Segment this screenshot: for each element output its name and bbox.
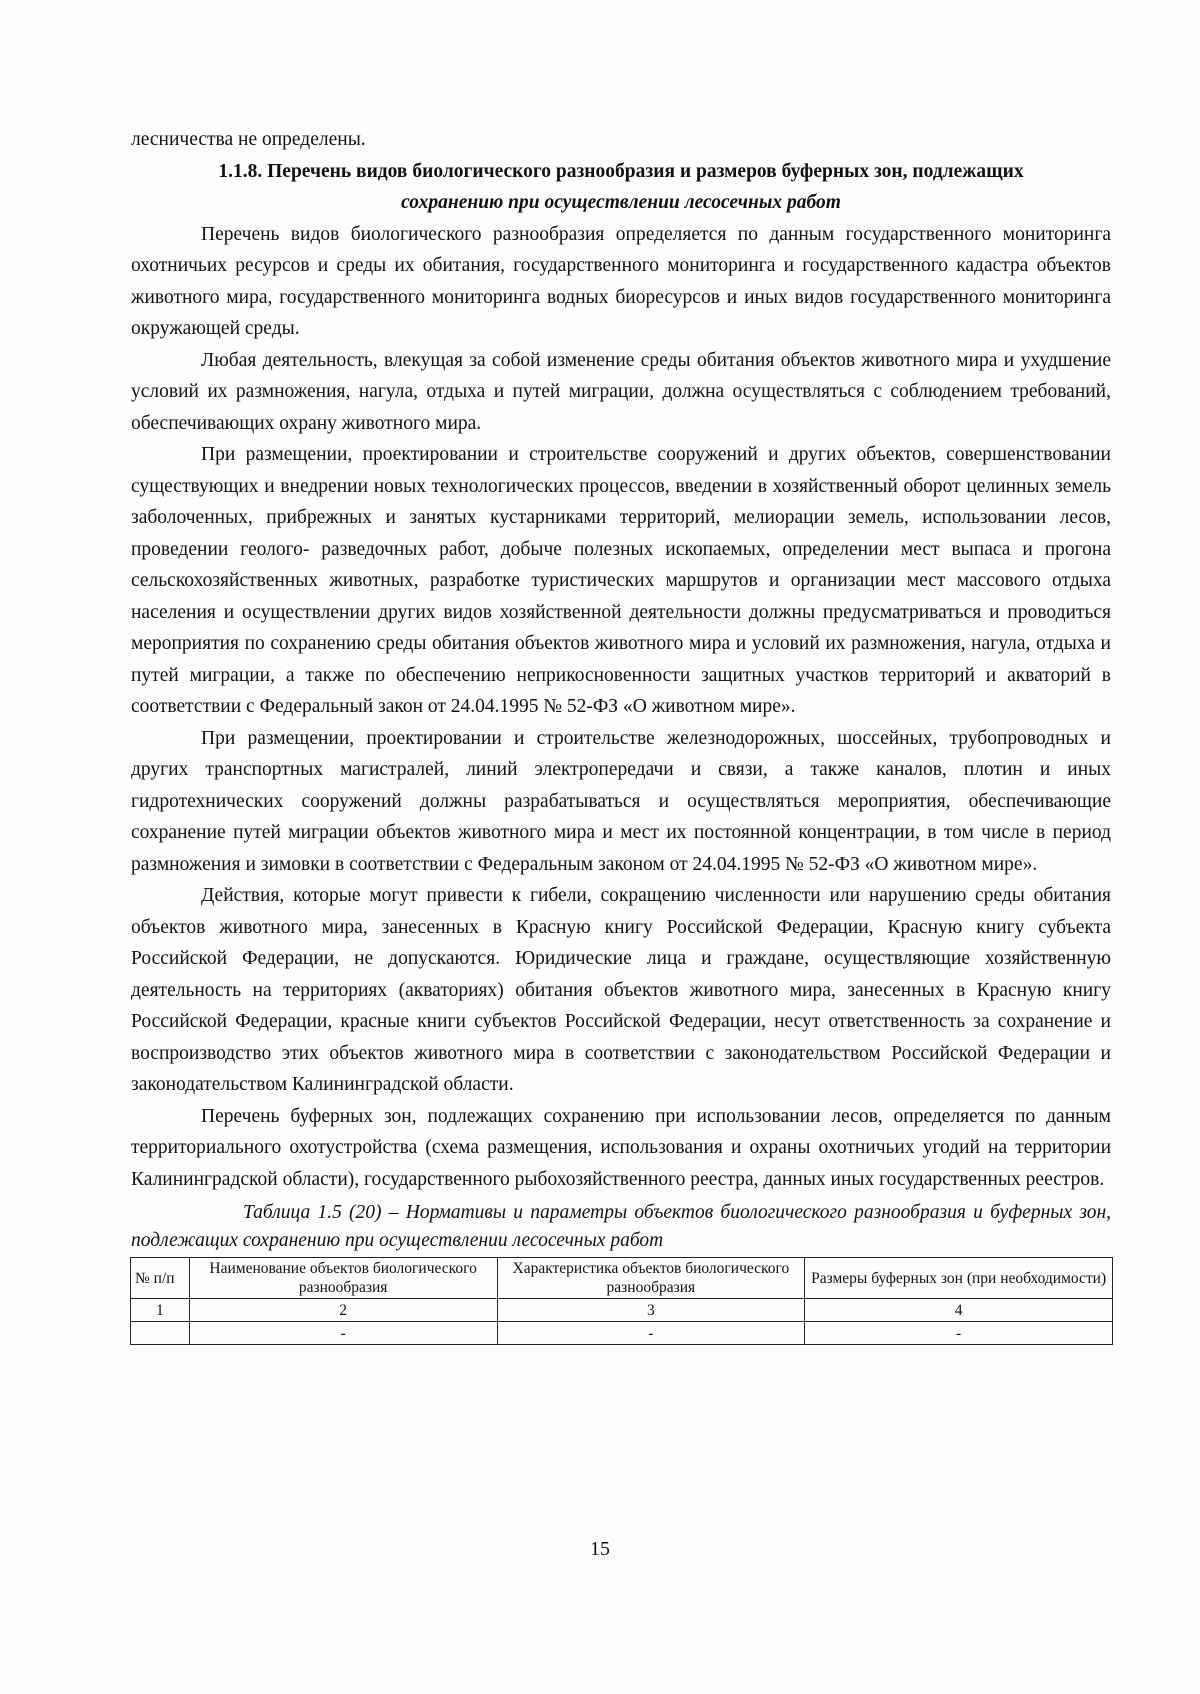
section-heading [131,156,1111,219]
paragraph-1: Перечень видов биологического разнообразия определяется по данным государственного мониторинга охотничьих ресурсов и среды их обитания, государственного мониторинга и государственного кадастра объектов животного мира, государственного мониторинга водных биоресурсов и иных видов государственного мониторинга окружающей среды. [131,223,1111,339]
table-cell [131,1322,190,1345]
paragraph-4: При размещении, проектировании и строительстве железнодорожных, шоссейных, трубопроводных и других транспортных магистралей, линий электропередачи и связи, а также каналов, плотин и иных гидротехнических сооружений должны разрабатываться и осуществляться мероприятия, обеспечивающие сохранение путей миграции объектов животного мира и мест их постоянной концентрации, в том числе в период размножения и зимовки в соответствии с Федеральным законом от 24.04.1995 № 52-ФЗ «О животном мире». [131,727,1111,875]
table-numbering-row [131,1299,1113,1322]
table-header-cell: Наименование объектов биологического разнообразия [189,1258,497,1299]
section-heading-line1: 1.1.8. Перечень видов биологического разнообразия и размеров буферных зон, подлежащих [218,160,1024,182]
table-cell: 2 [189,1299,497,1322]
page-number: 15 [590,1538,610,1560]
table-cell: 4 [805,1299,1113,1322]
table-header-row [131,1258,1113,1299]
table-cell: 3 [497,1299,805,1322]
table-header-cell: № п/п [131,1258,190,1299]
section-heading-line2: сохранению при осуществлении лесосечных работ [401,192,841,213]
table-caption: Таблица 1.5 (20) – Нормативы и параметры объектов биологического разнообразия и буферных зон, подлежащих сохранению при осуществлении лесосечных работ [131,1202,1111,1251]
table-row [131,1322,1113,1345]
page-content [131,124,1111,1345]
paragraph-3: При размещении, проектировании и строительстве сооружений и других объектов, совершенствовании существующих и внедрении новых технологических процессов, введении в хозяйственный оборот целинных земель заболоченных, прибрежных и занятых кустарниками территорий, мелиорации земель, использовании лесов, проведении геолого- разведочных работ, добыче полезных ископаемых, определении мест выпаса и прогона сельскохозяйственных животных, разработке туристических маршрутов и организации мест массового отдыха населения и осуществлении других видов хозяйственной деятельности должны предусматриваться и проводиться мероприятия по сохранению среды обитания объектов животного мира и условий их размножения, нагула, отдыха и путей миграции, а также по обеспечению неприкосновенности защитных участков территорий и акваторий в соответствии с Федеральный закон от 24.04.1995 № 52-ФЗ «О животном мире». [131,444,1111,717]
paragraph-2: Любая деятельность, влекущая за собой изменение среды обитания объектов животного мира и ухудшение условий их размножения, нагула, отдыха и путей миграции, должна осуществляться с соблюдением требований, обеспечивающих охрану животного мира. [131,349,1111,434]
table-cell: - [189,1322,497,1345]
table-cell: - [497,1322,805,1345]
paragraph-6: Перечень буферных зон, подлежащих сохранению при использовании лесов, определяется по данным территориального охотустройства (схема размещения, использования и охраны охотничьих угодий на территории Калининградской области), государственного рыбохозяйственного реестра, данных иных государственных реестров. [131,1105,1111,1190]
intro-line: лесничества не определены. [131,129,366,150]
table-header-cell: Характеристика объектов биологического разнообразия [497,1258,805,1299]
norms-table [130,1257,1113,1345]
table-header-cell: Размеры буферных зон (при необходимости) [805,1258,1113,1299]
paragraph-5: Действия, которые могут привести к гибели, сокращению численности или нарушению среды обитания объектов животного мира, занесенных в Красную книгу Российской Федерации, Красную книгу субъекта Российской Федерации, не допускаются. Юридические лица и граждане, осуществляющие хозяйственную деятельность на территориях (акваториях) обитания объектов животного мира, занесенных в Красную книгу Российской Федерации, красные книги субъектов Российской Федерации, несут ответственность за сохранение и воспроизводство этих объектов животного мира в соответствии с законодательством Российской Федерации и законодательством Калининградской области. [131,885,1111,1095]
table-cell: 1 [131,1299,190,1322]
table-cell: - [805,1322,1113,1345]
